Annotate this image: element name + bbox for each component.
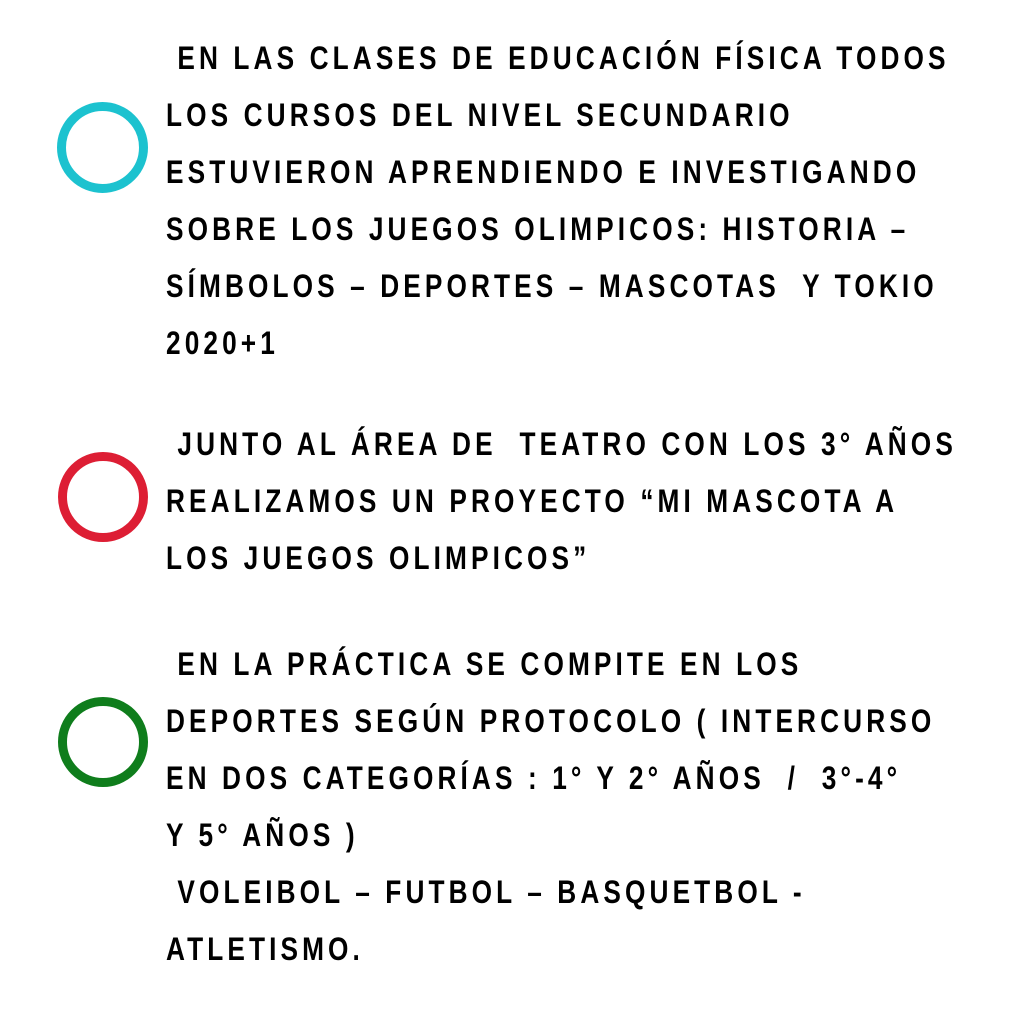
text-line: EN DOS CATEGORÍAS : 1° Y 2° AÑOS / 3°-4° xyxy=(166,760,902,796)
text-line: SÍMBOLOS – DEPORTES – MASCOTAS Y TOKIO xyxy=(166,268,938,304)
text-line: JUNTO AL ÁREA DE TEATRO CON LOS 3° AÑOS xyxy=(166,426,957,462)
text-line: LOS JUEGOS OLIMPICOS” xyxy=(166,540,591,576)
text-line: LOS CURSOS DEL NIVEL SECUNDARIO xyxy=(166,97,794,133)
cyan-ring-icon xyxy=(57,102,148,193)
text-line: 2020+1 xyxy=(166,325,279,361)
text-line: EN LAS CLASES DE EDUCACIÓN FÍSICA TODOS xyxy=(166,40,950,76)
text-line: REALIZAMOS UN PROYECTO “MI MASCOTA A xyxy=(166,483,899,519)
paragraph-sports-practice xyxy=(166,636,996,978)
paragraph-theatre-project xyxy=(166,416,996,587)
text-line: SOBRE LOS JUEGOS OLIMPICOS: HISTORIA – xyxy=(166,211,910,247)
text-line: Y 5° AÑOS ) xyxy=(166,817,359,853)
text-line: EN LA PRÁCTICA SE COMPITE EN LOS xyxy=(166,646,803,682)
green-ring-icon xyxy=(58,697,148,787)
text-line: DEPORTES SEGÚN PROTOCOLO ( INTERCURSO xyxy=(166,703,936,739)
text-line: VOLEIBOL – FUTBOL – BASQUETBOL - xyxy=(166,874,806,910)
text-line: ATLETISMO. xyxy=(166,931,364,967)
red-ring-icon xyxy=(58,452,148,542)
paragraph-olympics-research xyxy=(166,30,996,372)
text-line: ESTUVIERON APRENDIENDO E INVESTIGANDO xyxy=(166,154,921,190)
